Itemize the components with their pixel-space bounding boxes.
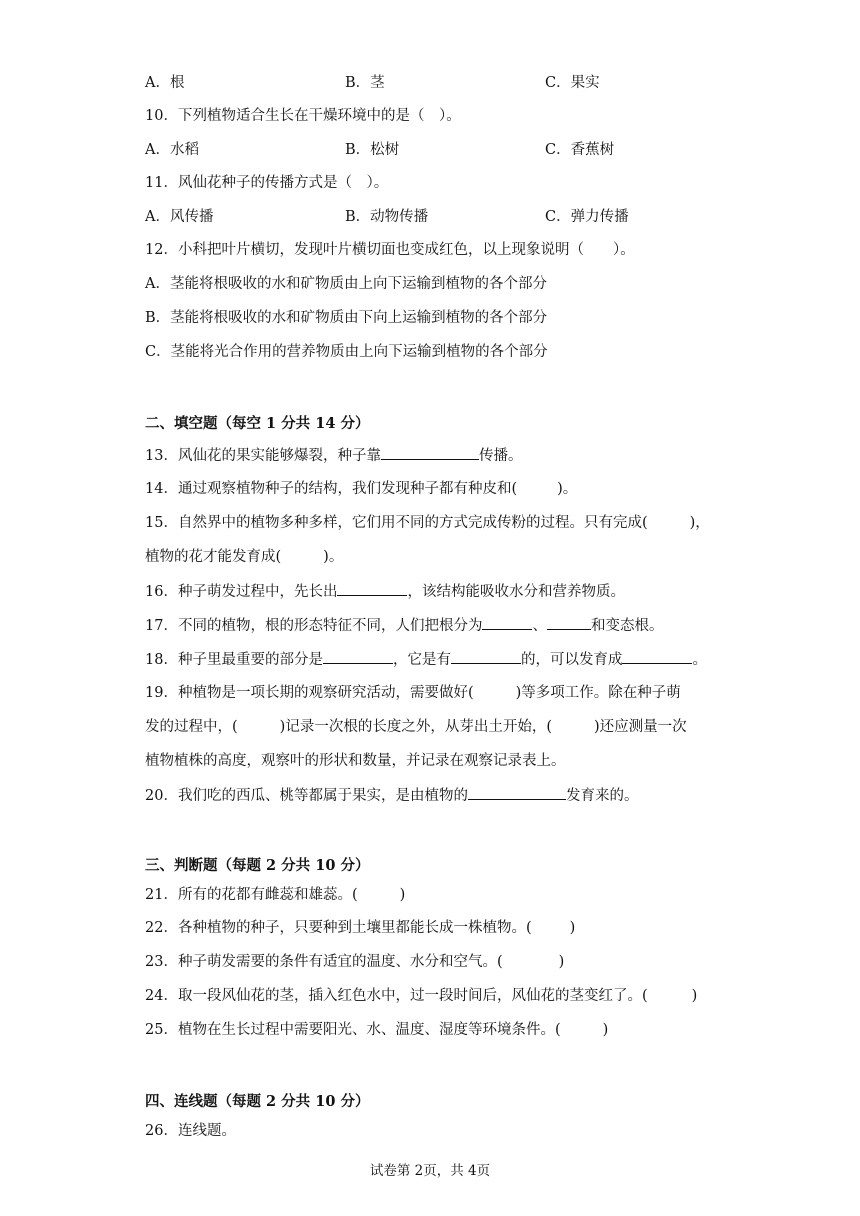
q15-text-1: 15．自然界中的植物多种多样，它们用不同的方式完成传粉的过程。只有完成( — [145, 515, 648, 531]
q15-line1 — [145, 513, 710, 533]
q22-text: 22．各种植物的种子，只要种到土壤里都能长成一株植物。( — [145, 920, 532, 936]
q19-text-1: 19．种植物是一项长期的观察研究活动，需要做好( — [145, 685, 474, 701]
q20-text-1: 20．我们吃的西瓜、桃等都属于果实，是由植物的 — [145, 788, 468, 804]
q10-text: 10．下列植物适合生长在干燥环境中的是（ ）。 — [145, 108, 461, 124]
q15-text-4: )。 — [323, 549, 344, 565]
q15-line2 — [145, 547, 343, 567]
q21-paren: ) — [399, 887, 406, 903]
q18-blank-2 — [451, 649, 521, 664]
q15-text-2: )， — [689, 515, 710, 531]
q26: 26．连线题。 — [145, 1123, 236, 1139]
q18-text-1: 18．种子里最重要的部分是 — [145, 652, 323, 668]
q18-text-3: 的，可以发育成 — [520, 652, 623, 668]
q19-line1 — [145, 683, 681, 703]
section4-title: 四、连线题（每题 2 分共 10 分） — [145, 1093, 370, 1110]
q24-text: 24．取一段风仙花的茎，插入红色水中，过一段时间后，风仙花的茎变红了。( — [145, 988, 648, 1004]
q16-text-2: ，该结构能吸收水分和营养物质。 — [407, 584, 625, 600]
q18-blank-1 — [323, 649, 393, 664]
q17 — [145, 615, 663, 636]
q18 — [145, 649, 707, 670]
q20-blank — [468, 785, 566, 800]
section3-title: 三、判断题（每题 2 分共 10 分） — [145, 857, 370, 874]
q10-option-b: B．松树 — [345, 142, 400, 158]
q25 — [145, 1020, 608, 1040]
q11-text: 11．风仙花种子的传播方式是（ ）。 — [145, 175, 389, 191]
q19-line2 — [145, 717, 687, 737]
q13-blank — [381, 445, 479, 460]
q9-option-a: A．根 — [145, 75, 185, 91]
q10-option-c: C．香蕉树 — [545, 142, 615, 158]
q24 — [145, 986, 697, 1006]
q16 — [145, 581, 625, 602]
q19-text-4: )记录一次根的长度之外，从芽出土开始，( — [279, 719, 552, 735]
q12-text: 12．小科把叶片横切，发现叶片横切面也变成红色，以上现象说明（ ）。 — [145, 242, 635, 258]
q13-text-1: 13．风仙花的果实能够爆裂，种子靠 — [145, 448, 381, 464]
q19-text-3: 发的过程中，( — [145, 719, 238, 735]
q20 — [145, 785, 638, 806]
q22 — [145, 918, 575, 938]
q17-blank-2 — [547, 615, 591, 630]
q21-text: 21．所有的花都有雌蕊和雄蕊。( — [145, 887, 358, 903]
q19-line3: 植物植株的高度，观察叶的形状和数量，并记录在观察记录表上。 — [145, 753, 566, 769]
q9-option-c: C．果实 — [545, 75, 600, 91]
q9-option-b: B．茎 — [345, 75, 385, 91]
q17-text-2: 、 — [532, 618, 547, 634]
q14-text-2: )。 — [557, 481, 578, 497]
q10-option-a: A．水稻 — [145, 142, 199, 158]
q17-text-1: 17．不同的植物，根的形态特征不同，人们把根分为 — [145, 618, 483, 634]
q13 — [145, 445, 522, 466]
q16-blank — [337, 581, 407, 596]
q23 — [145, 952, 564, 972]
q11-option-c: C．弹力传播 — [545, 209, 629, 225]
q22-paren: ) — [569, 920, 576, 936]
q17-text-3: 和变态根。 — [590, 618, 664, 634]
q24-paren: ) — [691, 988, 698, 1004]
q17-blank-1 — [482, 615, 532, 630]
q21 — [145, 885, 405, 905]
q12-option-a: A．茎能将根吸收的水和矿物质由上向下运输到植物的各个部分 — [145, 276, 547, 292]
q20-text-2: 发育来的。 — [565, 788, 639, 804]
q25-text: 25．植物在生长过程中需要阳光、水、温度、湿度等环境条件。( — [145, 1022, 561, 1038]
q19-text-5: )还应测量一次 — [593, 719, 687, 735]
q14-text-1: 14．通过观察植物种子的结构，我们发现种子都有种皮和( — [145, 481, 518, 497]
q12-option-c: C．茎能将光合作用的营养物质由上向下运输到植物的各个部分 — [145, 344, 548, 360]
q18-blank-3 — [622, 649, 692, 664]
q14 — [145, 479, 577, 499]
q25-paren: ) — [602, 1022, 609, 1038]
q12-option-b: B．茎能将根吸收的水和矿物质由下向上运输到植物的各个部分 — [145, 310, 548, 326]
q15-text-3: 植物的花才能发育成( — [145, 549, 282, 565]
q19-text-2: )等多项工作。除在种子萌 — [515, 685, 681, 701]
q18-text-2: ，它是有 — [392, 652, 451, 668]
q23-paren: ) — [558, 954, 565, 970]
q11-option-a: A．风传播 — [145, 209, 214, 225]
q13-text-2: 传播。 — [478, 448, 523, 464]
q16-text-1: 16．种子萌发过程中，先长出 — [145, 584, 338, 600]
page-footer: 试卷第 2页，共 4页 — [369, 1163, 491, 1179]
q18-text-4: 。 — [692, 652, 707, 668]
section2-title: 二、填空题（每空 1 分共 14 分） — [145, 415, 370, 432]
q11-option-b: B．动物传播 — [345, 209, 429, 225]
q23-text: 23．种子萌发需要的条件有适宜的温度、水分和空气。( — [145, 954, 503, 970]
